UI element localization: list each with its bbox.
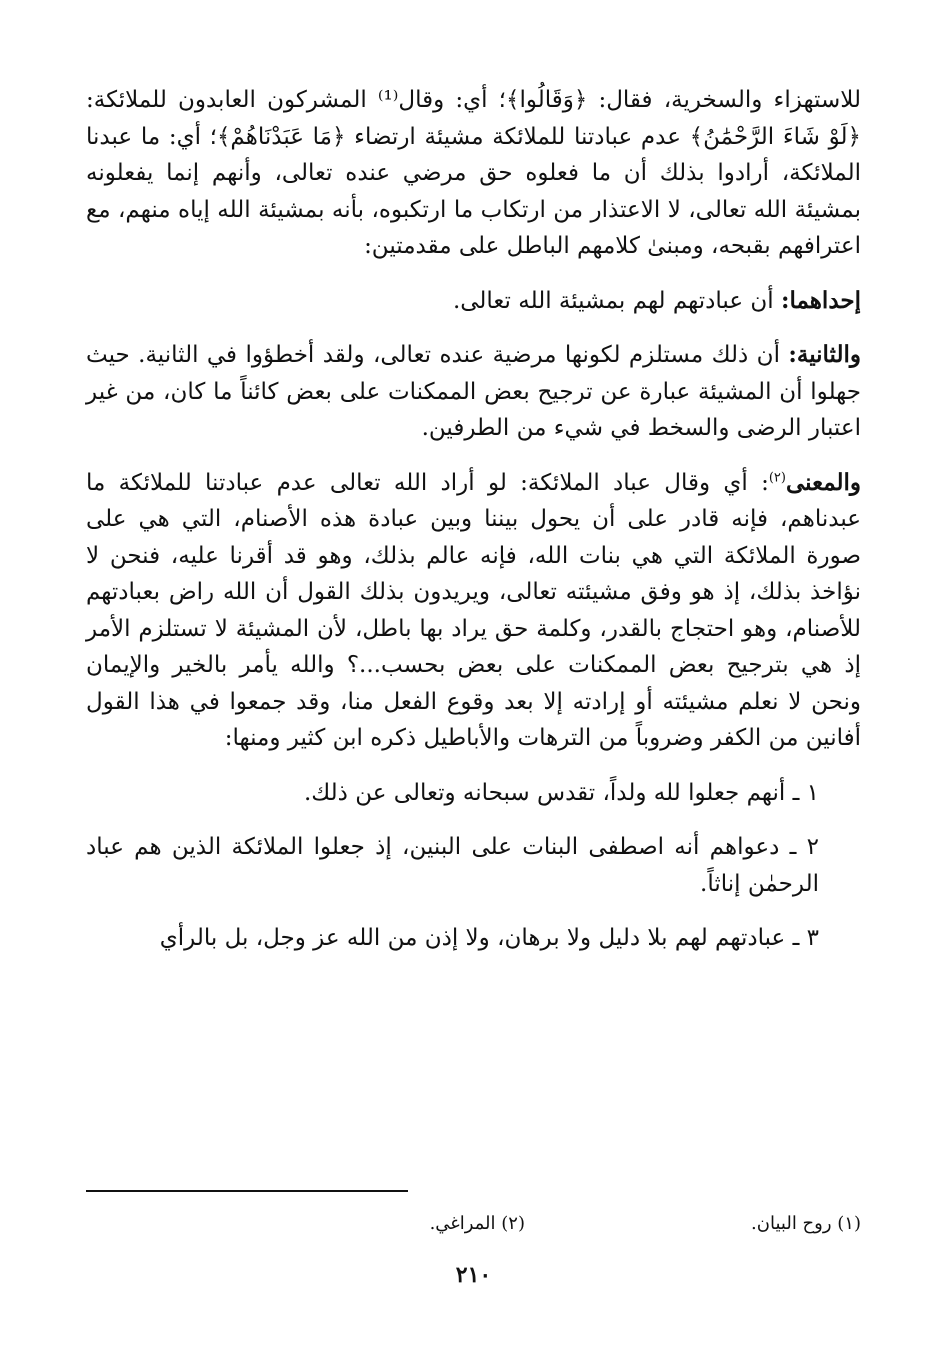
meaning-label: والمعنى — [785, 468, 861, 496]
list-item-1: ١ ـ أنهم جعلوا لله ولداً، تقدس سبحانه وتعالى عن ذلك. — [303, 779, 819, 806]
first-premise-label: إحداهما: — [781, 286, 861, 314]
paragraph-meaning — [86, 465, 861, 757]
page-number: ٢١٠ — [455, 1262, 492, 1288]
footnote-ref-2: (٢) — [768, 469, 786, 485]
meaning-text: : أي وقال عباد الملائكة: لو أراد الله تعالى عدم عبادتنا للملائكة ما عبدناهم، فإنه قادر على أن يحول بيننا وبين عبادة هذه الأصنام، التي هي على صورة الملائكة التي هي بنات الله، فإنه عالم بذلك، وهو قد أقرنا عليه، فنحن لا نؤاخذ بذلك، إذ هو وفق مشيئته تعالى، ويريدون بذلك القول أن الله راض بعبادتهم للأصنام، وهو احتجاج بالقدر، وكلمة حق يراد بها باطل، لأن المشيئة لا تستلزم الأمر إذ هي بترجيح بعض الممكنات على بعض بحسب...؟ والله يأمر بالخير والإيمان ونحن لا نعلم مشيئته أو إرادته إلا بعد وقوع الفعل منا، وقد جمعوا في هذا القول أفانين من الكفر وضروباً من الترهات والأباطيل ذكره ابن كثير ومنها: — [86, 469, 861, 751]
list-item-2: ٢ ـ دعواهم أنه اصطفى البنات على البنين، إذ جعلوا الملائكة الذين هم عباد الرحمٰن إناثاً. — [86, 834, 819, 897]
second-premise-label: والثانية: — [788, 341, 862, 368]
footnote-1: (١) روح البيان. — [751, 1213, 861, 1234]
footnote-2: (٢) المراغي. — [429, 1213, 525, 1234]
second-premise-text: أن ذلك مستلزم لكونها مرضية عنده تعالى، ولقد أخطؤوا في الثانية. حيث جهلوا أن المشيئة عبارة عن ترجيح بعض الممكنات على بعض كائناً ما كان، من غير اعتبار الرضى والسخط في شيء من الطرفين. — [86, 342, 861, 441]
footnote-divider — [86, 1190, 408, 1192]
main-text — [86, 82, 861, 975]
paragraph-second-premise — [86, 337, 861, 447]
paragraph-intro: للاستهزاء والسخرية، فقال: ﴿وَقَالُوا﴾؛ أي: وقال⁽¹⁾ المشركون العابدون للملائكة: ﴿لَوْ شَاءَ الرَّحْمَٰنُ﴾ عدم عبادتنا للملائكة مشيئة ارتضاء ﴿مَا عَبَدْنَاهُمْ﴾؛ أي: ما عبدنا الملائكة، أرادوا بذلك أن ما فعلوه حق مرضي عنده تعالى، وأنهم إنما يفعلونه بمشيئة الله تعالى، لا الاعتذار من ارتكاب ما ارتكبوه، بأنه بمشيئة الله إياه منهم، مع اعترافهم بقبحه، ومبنىٰ كلامهم الباطل على مقدمتين: — [86, 87, 861, 259]
paragraph-first-premise — [86, 283, 861, 320]
first-premise-text: أن عبادتهم لهم بمشيئة الله تعالى. — [452, 287, 774, 314]
list-item-3: ٣ ـ عبادتهم لهم بلا دليل ولا برهان، ولا إذن من الله عز وجل، بل بالرأي — [159, 925, 819, 951]
